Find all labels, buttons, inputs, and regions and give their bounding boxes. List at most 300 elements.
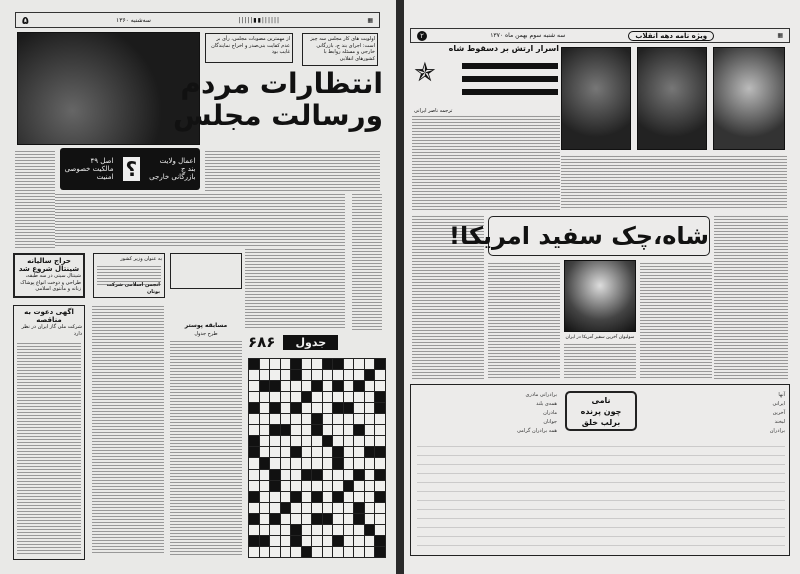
crossword-cell [270,381,280,391]
crossword-cell [302,525,312,535]
crossword-cell [354,458,364,468]
crossword-cell [270,392,280,402]
crossword-cell [344,447,354,457]
crossword-cell [333,492,343,502]
crossword-cell [354,492,364,502]
poem-box [565,391,637,431]
crossword-cell [260,525,270,535]
crossword-cell [291,403,301,413]
crossword-cell [354,447,364,457]
crossword-cell [291,370,301,380]
main-headline: شاه،چک سفید امریکا! [488,216,710,256]
crossword-cell [333,425,343,435]
crossword-cell [375,414,385,424]
crossword-cell [291,414,301,424]
list-item: برادران [769,428,785,434]
crossword-cell [344,503,354,513]
crossword-cell [354,436,364,446]
crossword-cell [365,447,375,457]
crossword-cell [323,447,333,457]
star-emblem-icon: ✯ [414,58,436,88]
crossword-cell [291,359,301,369]
article-title: اسرار ارتش بر دسقوط شاه [448,44,559,53]
crossword-cell [323,470,333,480]
crossword-cell [333,503,343,513]
crossword-cell [354,359,364,369]
crossword-cell [333,392,343,402]
crossword-cell [344,470,354,480]
crossword-cell [249,536,259,546]
list-item: همه برادران گرامی [516,428,557,434]
ad-tender [13,305,85,560]
topic-item: اعمال ولایت [159,157,196,165]
portrait-photo [713,47,785,150]
crossword-cell [354,392,364,402]
crossword-cell [249,359,259,369]
crossword-cell [375,470,385,480]
crossword-cell [291,425,301,435]
crossword-cell [375,436,385,446]
crossword-cell [270,470,280,480]
crossword-cell [365,458,375,468]
crossword-cell [344,381,354,391]
quote-box: از مهمترین مصوبات مجلس، رأی بر عدم کفایت بنی‌صدر و اخراج نمایندگان غایب بود [205,33,293,63]
crossword-cell [260,547,270,557]
crossword-cell [302,503,312,513]
crossword-cell [354,525,364,535]
ad-sale [13,253,85,298]
crossword-cell [312,403,322,413]
crossword-title: جدول [283,335,338,350]
crossword-cell [354,470,364,480]
crossword-cell [312,392,322,402]
crossword-cell [302,481,312,491]
topic-item: بند ج [181,165,196,173]
crossword-cell [323,503,333,513]
crossword-cell [281,370,291,380]
crossword-cell [375,481,385,491]
crossword-cell [354,547,364,557]
crossword-cell [312,425,322,435]
crossword-cell [365,425,375,435]
crossword-cell [302,359,312,369]
crossword-cell [281,514,291,524]
crossword-cell [323,536,333,546]
list-item: آخرین [772,410,785,416]
crossword-cell [249,514,259,524]
topic-item: امنیت [96,173,114,181]
crossword-cell [375,447,385,457]
crossword-cell [323,414,333,424]
crossword-cell [260,403,270,413]
crossword-cell [281,381,291,391]
crossword-cell [365,436,375,446]
crossword-cell [354,514,364,524]
crossword-cell [249,458,259,468]
crossword-number: ۶۸۶ [248,333,276,351]
crossword-cell [375,525,385,535]
crossword-cell [323,481,333,491]
ad-text [17,342,81,555]
crossword-cell [344,536,354,546]
crossword-cell [260,359,270,369]
crossword-cell [291,392,301,402]
crossword-cell [323,514,333,524]
crossword-cell [354,536,364,546]
crossword-cell [302,536,312,546]
topic-item: اصل ۴۹ [90,157,114,165]
crossword-cell [302,447,312,457]
crossword-cell [302,514,312,524]
crossword-cell [302,470,312,480]
crossword-cell [365,525,375,535]
crossword-cell [344,370,354,380]
crossword-cell [270,536,280,546]
crossword-cell [302,403,312,413]
crossword-cell [323,425,333,435]
crossword-cell [375,403,385,413]
crossword-cell [344,425,354,435]
crossword-cell [354,425,364,435]
crossword-cell [333,470,343,480]
crossword-cell [270,447,280,457]
crossword-cell [344,525,354,535]
ad-body: به عنوان وزیر کشور [120,256,162,262]
crossword-cell [270,436,280,446]
crossword-cell [333,447,343,457]
crossword-cell [375,359,385,369]
crossword-cell [344,458,354,468]
text-column [170,340,242,557]
crossword-cell [365,514,375,524]
left-newspaper-page [0,0,396,574]
crossword-cell [344,514,354,524]
list-item: مادران [543,410,557,416]
crossword-cell [312,470,322,480]
crossword-cell [354,370,364,380]
crossword-cell [281,525,291,535]
crossword-cell [281,503,291,513]
crossword-cell [302,492,312,502]
page-header [15,12,380,28]
crossword-cell [260,436,270,446]
poem-line: چون پرنده [580,407,622,416]
crossword-cell [333,547,343,557]
crossword-cell [302,414,312,424]
crossword-cell [344,436,354,446]
crossword-cell [302,458,312,468]
crossword-cell [365,403,375,413]
crossword-cell [333,525,343,535]
main-headline [173,67,383,132]
crossword-cell [260,492,270,502]
crossword-cell [260,370,270,380]
text-column [205,150,380,193]
crossword-cell [302,436,312,446]
crossword-cell [291,525,301,535]
masthead-title: ویژه نامه دهه انقلاب [628,31,714,41]
crossword-cell [365,414,375,424]
crossword-cell [270,458,280,468]
crossword-cell [333,481,343,491]
crossword-cell [270,414,280,424]
masthead-logo: ▦ [777,32,783,39]
crossword-cell [312,514,322,524]
crossword-cell [270,403,280,413]
page-header [410,28,790,43]
crossword-cell [365,392,375,402]
crossword-cell [375,503,385,513]
crossword-cell [354,381,364,391]
crossword-cell [260,503,270,513]
crossword-cell [291,458,301,468]
crossword-cell [354,503,364,513]
ad-body: شرکت ملی گاز ایران در نظر دارد [21,324,82,337]
crossword-grid [248,358,386,558]
ad-signature: انجمن اسلامی شرکت بوتان [106,282,160,295]
crossword-cell [260,447,270,457]
crossword-cell [249,436,259,446]
topics-right [149,157,195,181]
crossword-cell [291,514,301,524]
names-list-body [417,440,785,550]
crossword-cell [323,359,333,369]
list-item: برادرانی مادری [525,392,557,398]
crossword-cell [365,547,375,557]
crossword-cell [302,425,312,435]
portrait-photo [637,47,707,150]
crossword-cell [291,481,301,491]
crossword-cell [333,514,343,524]
list-item: آنها [778,392,785,398]
crossword-cell [375,425,385,435]
topic-item: مالکیت خصوصی [64,165,114,173]
crossword-cell [270,503,280,513]
crossword-cell [344,492,354,502]
crossword-cell [270,492,280,502]
crossword-cell [333,458,343,468]
text-columns [245,248,345,328]
masthead-logo: ▦ [367,16,373,24]
crossword-cell [270,370,280,380]
topics-black-box [60,148,200,190]
flag-graphic [412,48,560,108]
crossword-cell [249,481,259,491]
ad-body: شینتال سیتی در سه طبقه، طراحی و دوخت انواع پوشاک زنانه و مانتوی اسلامی [20,273,81,292]
list-item: ایرانی [772,401,785,407]
crossword-cell [312,525,322,535]
names-list-left [417,391,557,436]
crossword-cell [249,547,259,557]
crossword-cell [333,436,343,446]
crossword-cell [260,381,270,391]
crossword-cell [323,525,333,535]
list-item: همه‌ی بلند [536,401,557,407]
crossword-cell [354,481,364,491]
crossword-cell [249,492,259,502]
crossword-cell [249,403,259,413]
crossword-cell [249,425,259,435]
crossword-cell [270,547,280,557]
page-number: ۲ [417,31,427,41]
right-newspaper-page [404,0,800,574]
crossword-cell [260,392,270,402]
crossword-cell [281,492,291,502]
crossword-cell [365,492,375,502]
crossword-cell [323,370,333,380]
crossword-cell [333,381,343,391]
crossword-cell [375,392,385,402]
crossword-cell [312,436,322,446]
crossword-cell [333,414,343,424]
crossword-cell [312,492,322,502]
crossword-cell [333,403,343,413]
crossword-cell [291,436,301,446]
crossword-cell [291,447,301,457]
date-line: سه‌شنبه ۱۳۶۰ [116,16,151,24]
crossword-cell [375,536,385,546]
crossword-cell [312,414,322,424]
names-section [410,384,790,556]
headline-line: انتظارات مردم [180,67,383,100]
crossword-cell [281,403,291,413]
crossword-cell [302,370,312,380]
crossword-cell [344,547,354,557]
crossword-cell [270,481,280,491]
crossword-cell [323,436,333,446]
crossword-cell [323,547,333,557]
crossword-cell [249,381,259,391]
crossword-cell [344,403,354,413]
crossword-cell [375,514,385,524]
crossword-cell [375,458,385,468]
poem-line: نامی [591,396,611,405]
list-item: جوانان [543,419,557,425]
crossword-cell [281,414,291,424]
crossword-cell [281,536,291,546]
text-column [714,215,788,380]
photo-caption: سولیوان آخرین سفیر آمریکا در ایران [565,335,635,340]
crossword-cell [312,536,322,546]
crossword-cell [365,359,375,369]
crossword-cell [249,525,259,535]
crossword-cell [291,536,301,546]
topic-item: بازرگانی خارجی [149,173,196,181]
crossword-cell [312,547,322,557]
crossword-cell [354,403,364,413]
crossword-cell [344,392,354,402]
crossword-cell [281,447,291,457]
text-columns [55,193,345,248]
crossword-cell [260,425,270,435]
crossword-cell [291,492,301,502]
crossword-cell [260,414,270,424]
crossword-cell [249,447,259,457]
portrait-photo [561,47,631,150]
poster-contest-title: مسابقه پوستر [184,322,228,329]
question-mark-icon: ؟ [123,157,141,181]
ad-title: حراج سالیانه شینتال شروع شد [18,257,80,273]
crossword-cell [249,470,259,480]
crossword-cell [270,425,280,435]
crossword-cell [323,392,333,402]
crossword-cell [312,370,322,380]
crossword-cell [270,359,280,369]
crossword-cell [312,359,322,369]
crossword-cell [312,503,322,513]
crossword-cell [281,547,291,557]
crossword-cell [323,492,333,502]
crossword-cell [312,381,322,391]
quote-box: اولویت های کار مجلس سه چیز است: اجرای بند ج، بازرگانی خارجی و مسئله روابط با کشورهای انقلابی [302,33,378,66]
crossword-cell [270,514,280,524]
crossword-cell [260,470,270,480]
crossword-cell [291,503,301,513]
poem-line: برلب خلق [581,418,621,427]
crossword-cell [291,470,301,480]
crossword-cell [281,392,291,402]
crossword-cell [249,414,259,424]
crossword-cell [365,470,375,480]
date-line: سه شنبه سوم بهمن ماه ۱۳۷۰ [490,32,566,39]
crossword-cell [365,381,375,391]
crossword-cell [291,547,301,557]
crossword-cell [260,536,270,546]
crossword-cell [375,547,385,557]
ad-notice [93,253,165,298]
crossword-cell [365,481,375,491]
crossword-cell [249,503,259,513]
crossword-cell [270,525,280,535]
crossword-cell [281,359,291,369]
ad-box [170,253,242,289]
article-credit: ترجمه ناصر ایرانی [414,108,453,114]
barcode-decoration: ||||||▮▮||||| [238,16,281,24]
names-list-right [647,391,785,436]
crossword-cell [291,381,301,391]
crossword-cell [375,381,385,391]
crossword-cell [312,447,322,457]
crossword-cell [333,370,343,380]
crossword-cell [365,370,375,380]
sullivan-photo [564,260,636,332]
text-columns [561,155,787,210]
crossword-cell [302,392,312,402]
crossword-cell [344,414,354,424]
text-column [640,262,712,380]
text-column [564,343,636,380]
topics-left [65,157,114,181]
crossword-cell [354,414,364,424]
crossword-cell [281,470,291,480]
crossword-cell [260,458,270,468]
crossword-cell [281,425,291,435]
crossword-cell [344,359,354,369]
crossword-cell [281,436,291,446]
crossword-cell [281,458,291,468]
crossword-cell [302,381,312,391]
headline-line: ورسالت مجلس [173,99,383,132]
crossword-cell [365,503,375,513]
poster-contest-body: طرح جدول [194,331,218,337]
crossword-cell [260,514,270,524]
crossword-cell [323,381,333,391]
text-column [352,193,382,330]
list-item: لبخند [774,419,785,425]
crossword-cell [249,392,259,402]
crossword-cell [323,458,333,468]
crossword-cell [375,492,385,502]
